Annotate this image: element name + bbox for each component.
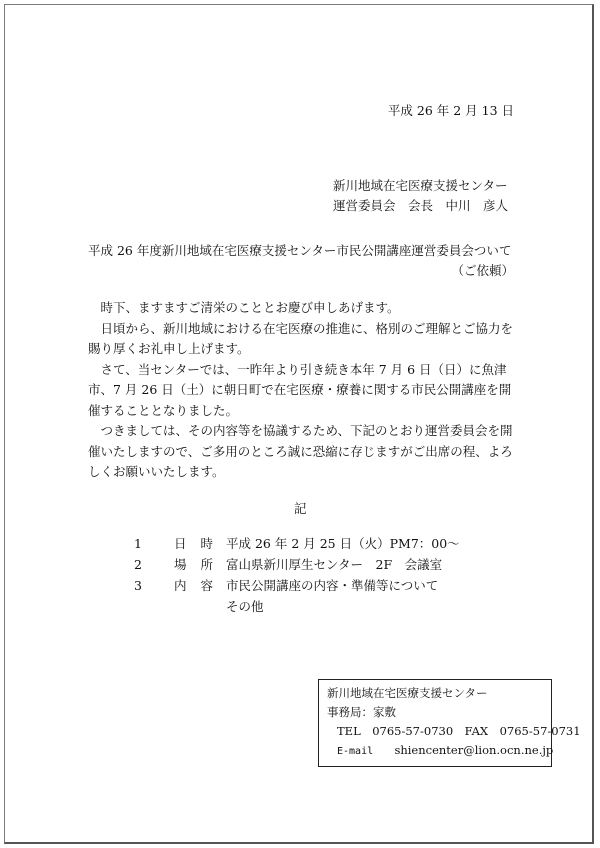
contact-email-row [327, 741, 554, 761]
item-number: 2 [134, 557, 142, 572]
sender-person: 運営委員会 会長 中川 彦人 [333, 198, 509, 213]
sender-block [333, 176, 508, 216]
ki-heading: 記 [294, 501, 307, 516]
body-paragraph: 日頃から、新川地域における在宅医療の推進に、格別のご理解とご協力を賜り厚くお礼申し上げます。 [88, 320, 514, 356]
contact-organization: 新川地域在宅医療支援センター [327, 686, 488, 700]
body-paragraph: さて、当センターでは、一昨年より引き続き本年 7 月 6 日（日）に魚津市、7 月 26 日（土）に朝日町で在宅医療・療養に関する市民公開講座を開催することとなりました。 [88, 361, 512, 418]
body-text [88, 298, 513, 483]
item-label: 日時 [174, 536, 228, 551]
document-title: 平成 26 年度新川地域在宅医療支援センター市民公開講座運営委員会ついて [88, 243, 512, 258]
contact-box [318, 679, 581, 767]
item-label: 内容 [174, 578, 228, 593]
item-value: 富山県新川厚生センター 2F 会議室 [226, 557, 443, 572]
item-value: 市民公開講座の内容・準備等について [226, 578, 439, 593]
body-paragraph: つきましては、その内容等を協議するため、下記のとおり運営委員会を開催いたしますので、ご多用のところ誠に恐縮に存じますがご出席の程、よろしくお願いいたします。 [88, 423, 513, 479]
sender-organization: 新川地域在宅医療支援センター [333, 178, 508, 193]
item-number: 3 [134, 578, 142, 593]
body-paragraph: 時下、ますますご清栄のこととお慶び申しあげます。 [88, 300, 400, 315]
item-label: 場所 [174, 557, 228, 572]
document-title-request: （ご依頼） [451, 263, 514, 278]
email-label: E-mail [337, 746, 374, 757]
email-address[interactable]: shiencenter@lion.ocn.ne.jp [394, 743, 554, 757]
item-value: その他 [226, 599, 264, 614]
item-number: 1 [134, 536, 142, 551]
contact-office: 事務局：家敷 [327, 705, 396, 719]
contact-phone-fax: TEL 0765-57-0730 FAX 0765-57-0731 [337, 724, 581, 738]
item-value: 平成 26 年 2 月 25 日（火）PM7：00～ [226, 536, 460, 551]
document-date: 平成 26 年 2 月 13 日 [387, 103, 514, 118]
